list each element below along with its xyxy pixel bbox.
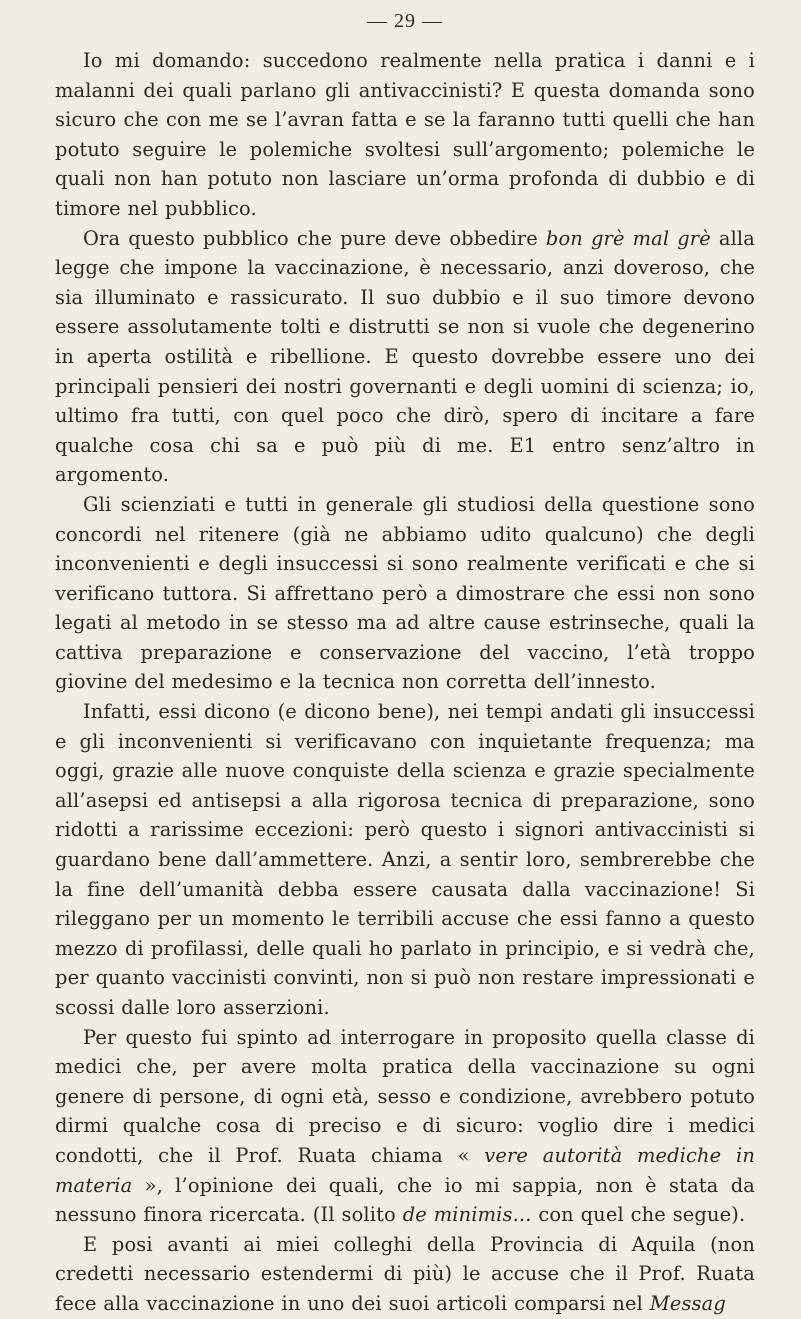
text-run: Infatti, essi dicono (e dicono bene), nei tempi andati gli insuccessi e gli inconvenienti si verificavano con inquietante frequenza; ma oggi, grazie alle nuove conquiste della scienza e grazie specialmente all’asepsi ed antisepsi a alla rigorosa tecnica di preparazione, sono ridotti a rarissime eccezioni: però questo i signori antivaccinisti si guardano bene dall’ammettere. Anzi, a sentir loro, sembrerebbe che la fine dell’umanità debba essere causata dalla vaccinazione! Si rileggano per un momento le terribili accuse che essi fanno a questo mezzo di profilassi, delle quali ho parlato in principio, e si vedrà che, per quanto vaccinisti convinti, non si può non restare impressionati e scossi dalle loro asserzioni.: [55, 700, 755, 1019]
paragraph-2: [55, 224, 755, 490]
paragraph-6: [55, 1230, 755, 1319]
paragraph-1: [55, 46, 755, 224]
text-run: E posi avanti ai miei colleghi della Provincia di Aquila (non credetti necessario estendermi di più) le accuse che il Prof. Ruata fece alla vaccinazione in uno dei suoi articoli comparsi nel: [55, 1232, 755, 1315]
text-run: Gli scienziati e tutti in generale gli studiosi della questione sono concordi nel ritenere (già ne abbiamo udito qualcuno) che degli inconvenienti e degli insuccessi si sono realmente verificati e che si verificano tuttora. Si affrettano però a dimostrare che essi non sono legati al metodo in se stesso ma ad altre cause estrinseche, quali la cattiva preparazione e conservazione del vaccino, l’età troppo giovine del medesimo e la tecnica non corretta dell’innesto.: [55, 492, 755, 694]
italic-text: bon grè mal grè: [545, 226, 711, 250]
text-run: con quel che segue).: [531, 1203, 746, 1227]
page-number: — 29 —: [367, 10, 443, 32]
italic-text: Messag: [649, 1291, 726, 1315]
paragraph-5: [55, 1023, 755, 1230]
text-run: Io mi domando: succedono realmente nella pratica i danni e i malanni dei quali parlano gli antivaccinisti? E questa domanda sono sicuro che con me se l’avran fatta e se la faranno tutti quelli che han potuto seguire le polemiche svoltesi sull’argomento; polemiche le quali non han potuto non lasciare un’orma profonda di dubbio e di timore nel pubblico.: [55, 49, 755, 220]
text-run: Ora questo pubblico che pure deve obbedire: [83, 226, 546, 250]
text-run: alla legge che impone la vaccinazione, è necessario, anzi doveroso, che sia illuminato e rassicurato. Il suo dubbio e il suo timore devono essere assolutamente tolti e distrutti se non si vuole che degenerino in aperta ostilità e ribellione. E questo dovrebbe essere uno dei principali pensieri dei nostri governanti e degli uomini di scienza; io, ultimo fra tutti, con quel poco che dirò, spero di incitare a fare qualche cosa chi sa e può più di me. E1 entro senz’altro in argomento.: [55, 226, 755, 487]
paragraph-4: [55, 697, 755, 1023]
text-run: Per questo fui spinto ad interrogare in proposito quella classe di medici che, per avere molta pratica della vaccinazione su ogni genere di persone, di ogni età, sesso e condizione, avrebbero potuto dirmi qualche cosa di preciso e di sicuro: voglio dire i medici condotti, che il Prof. Ruata chiama «: [55, 1025, 755, 1167]
italic-text: de minimis...: [402, 1203, 532, 1227]
text-run: », l’opinione dei quali, che io mi sappia, non è stata da nessuno finora ricercata. (Il solito: [55, 1173, 755, 1227]
italic-text: vere autorità mediche in materia: [55, 1143, 755, 1197]
paragraph-3: [55, 490, 755, 697]
